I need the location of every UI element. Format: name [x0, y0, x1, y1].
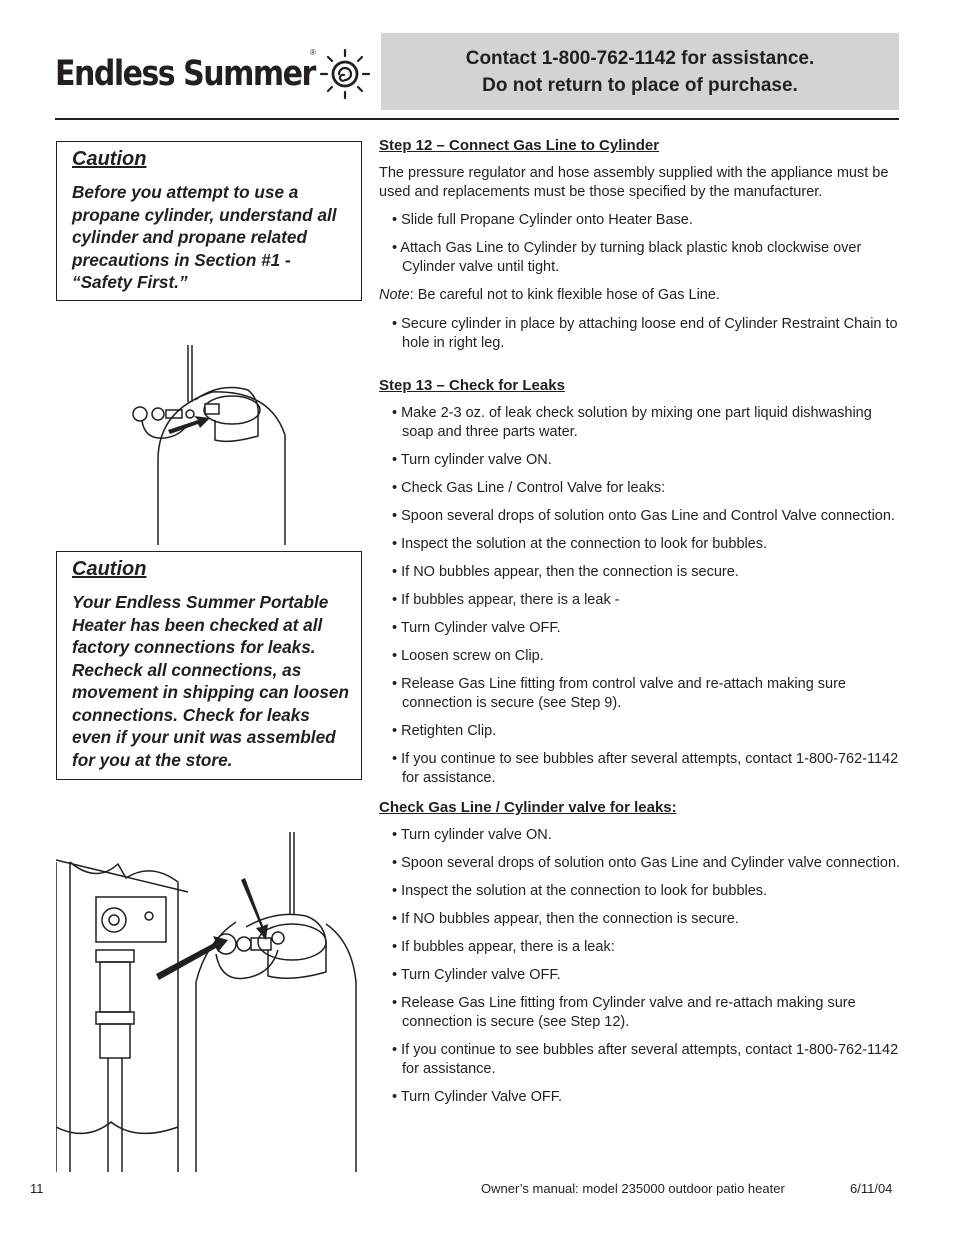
note-label: Note [379, 287, 410, 303]
cylinder-regulator-illustration [120, 340, 300, 550]
caution-title: Caution [72, 148, 147, 170]
brand-logo [55, 48, 375, 100]
list-item: • Inspect the solution at the connection to look for bubbles. [392, 883, 768, 899]
list-item: • Release Gas Line fitting from control valve and re-attach making sure connection is secure (see Step 9). [392, 676, 846, 711]
step-12-intro: The pressure regulator and hose assembly supplied with the appliance must be used and replacements must be those specified by the manufacturer. [379, 165, 889, 200]
list-item: • If you continue to see bubbles after several attempts, contact 1-800-762-1142 for assistance. [392, 1042, 899, 1077]
list-item: • Attach Gas Line to Cylinder by turning black plastic knob clockwise over Cylinder valve until tight. [392, 240, 862, 275]
list-item: • If NO bubbles appear, then the connection is secure. [392, 564, 739, 580]
list-item: • If NO bubbles appear, then the connection is secure. [392, 911, 739, 927]
caution-title: Caution [72, 558, 147, 580]
assistance-banner [381, 33, 899, 110]
caution-box-leaks [56, 551, 362, 780]
page-number: 11 [30, 1181, 44, 1196]
caution-box-propane [56, 141, 362, 301]
list-item: • Spoon several drops of solution onto Gas Line and Cylinder valve connection. [392, 855, 901, 871]
cylinder-check-heading: Check Gas Line / Cylinder valve for leaks: [379, 799, 677, 816]
step-12-heading: Step 12 – Connect Gas Line to Cylinder [379, 137, 660, 154]
banner-line-1: Contact 1-800-762-1142 for assistance. [465, 47, 815, 69]
list-item: • If you continue to see bubbles after several attempts, contact 1-800-762-1142 for assistance. [392, 751, 899, 786]
footer-date: 6/11/04 [850, 1181, 893, 1196]
list-item: • Turn Cylinder valve OFF. [392, 967, 561, 983]
list-item: • Check Gas Line / Control Valve for leaks: [392, 480, 666, 496]
instructions-column [379, 136, 907, 1107]
caution-text: Before you attempt to use a propane cylinder, understand all cylinder and propane related precautions in Section #1 - “Safety First.” [72, 182, 337, 292]
list-item: • Inspect the solution at the connection to look for bubbles. [392, 536, 768, 552]
list-item: • Make 2-3 oz. of leak check solution by mixing one part liquid dishwashing soap and three parts water. [392, 405, 872, 440]
registered-mark: ® [310, 48, 316, 57]
list-item: • Turn cylinder valve ON. [392, 452, 552, 468]
list-item: • Turn Cylinder valve OFF. [392, 620, 561, 636]
list-item: • Turn Cylinder Valve OFF. [392, 1089, 562, 1105]
logo-text: Endless Summer [55, 54, 315, 95]
list-item: • Spoon several drops of solution onto Gas Line and Control Valve connection. [392, 508, 895, 524]
footer-manual-title: Owner’s manual: model 235000 outdoor patio heater [481, 1181, 785, 1196]
step-13-heading: Step 13 – Check for Leaks [379, 377, 565, 394]
step-12-note [379, 286, 907, 305]
list-item: • Secure cylinder in place by attaching loose end of Cylinder Restraint Chain to hole in right leg. [392, 316, 898, 351]
leak-check-illustration [56, 832, 366, 1172]
list-item: • If bubbles appear, there is a leak: [392, 939, 615, 955]
list-item: • If bubbles appear, there is a leak - [392, 592, 620, 608]
list-item: • Release Gas Line fitting from Cylinder valve and re-attach making sure connection is secure (see Step 12). [392, 995, 856, 1030]
note-text: : Be careful not to kink flexible hose of Gas Line. [409, 287, 720, 303]
list-item: • Loosen screw on Clip. [392, 648, 544, 664]
list-item: • Retighten Clip. [392, 723, 497, 739]
list-item: • Turn cylinder valve ON. [392, 827, 552, 843]
caution-text: Your Endless Summer Portable Heater has been checked at all factory connections for leaks. Recheck all connections, as movement in shipping can loosen connections. Check for leaks even if your unit was assembled for you at the store. [72, 592, 349, 770]
list-item: • Slide full Propane Cylinder onto Heater Base. [392, 212, 693, 228]
sun-icon [315, 46, 371, 102]
header-rule [55, 118, 899, 120]
banner-line-2: Do not return to place of purchase. [482, 74, 798, 96]
